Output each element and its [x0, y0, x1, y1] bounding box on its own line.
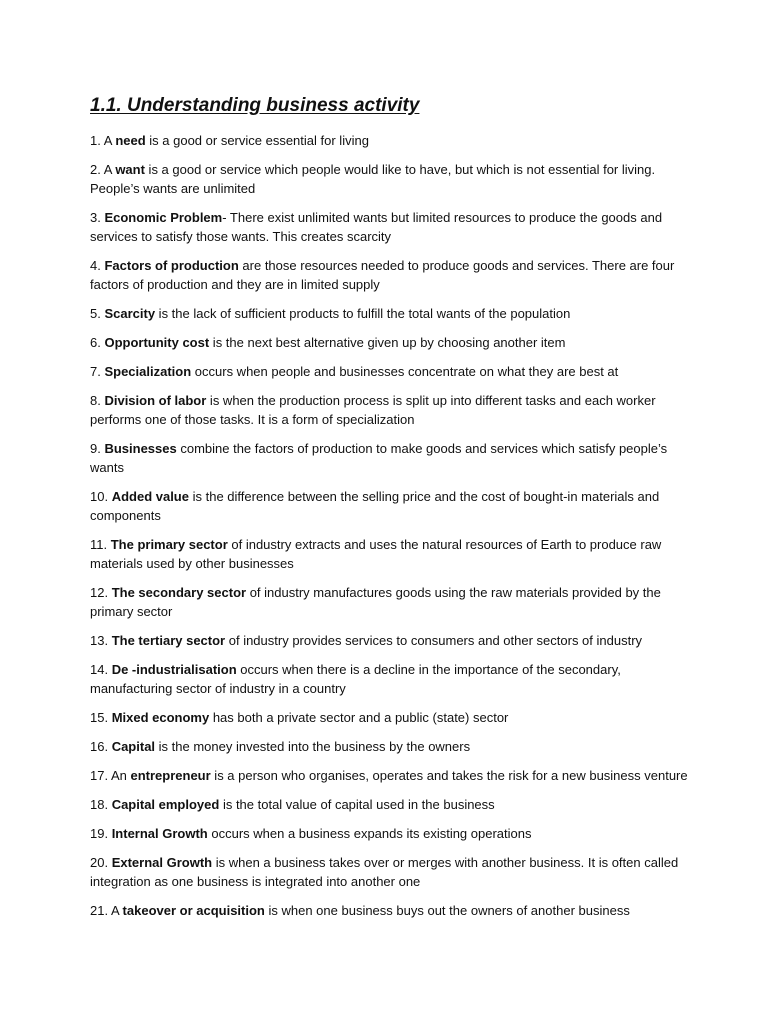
item-prefix: 3. — [90, 210, 105, 225]
definition-item — [90, 333, 688, 352]
item-prefix: 14. — [90, 662, 112, 677]
item-text: is the difference between the selling price and the cost of bought-in materials and components — [90, 489, 660, 523]
item-term: Capital — [111, 739, 156, 754]
definition-item — [90, 708, 688, 727]
item-prefix: 12. — [90, 585, 112, 600]
definition-list — [90, 131, 688, 920]
item-term: Capital employed — [111, 797, 220, 812]
definition-item — [90, 131, 688, 150]
item-text: is a good or service essential for living — [145, 133, 369, 148]
item-term: Division of labor — [104, 393, 207, 408]
item-term: Internal Growth — [111, 826, 208, 841]
definition-item — [90, 853, 688, 891]
item-prefix: 6. — [90, 335, 105, 350]
item-prefix: 21. A — [90, 903, 123, 918]
item-prefix: 7. — [90, 364, 105, 379]
item-prefix: 17. An — [90, 768, 131, 783]
item-term: The primary sector — [110, 537, 228, 552]
item-text: is the lack of sufficient products to fulfill the total wants of the population — [155, 306, 571, 321]
item-prefix: 20. — [90, 855, 112, 870]
item-text: is a good or service which people would like to have, but which is not essential for living. People’s wants are unlimited — [90, 162, 656, 196]
definition-item — [90, 439, 688, 477]
item-text: combine the factors of production to make goods and services which satisfy people’s wants — [90, 441, 668, 475]
item-term: The secondary sector — [111, 585, 247, 600]
definition-item — [90, 362, 688, 381]
item-prefix: 8. — [90, 393, 105, 408]
definition-item — [90, 766, 688, 785]
item-term: Specialization — [104, 364, 192, 379]
definition-item — [90, 901, 688, 920]
definition-item — [90, 737, 688, 756]
item-text: is a person who organises, operates and takes the risk for a new business venture — [210, 768, 688, 783]
item-prefix: 5. — [90, 306, 105, 321]
item-prefix: 2. A — [90, 162, 116, 177]
item-text: of industry extracts and uses the natural resources of Earth to produce raw materials used by other businesses — [90, 537, 662, 571]
page-title: 1.1. Understanding business activity — [90, 95, 420, 116]
item-text: is the total value of capital used in the business — [219, 797, 495, 812]
item-term: Economic Problem — [104, 210, 223, 225]
item-prefix: 16. — [90, 739, 112, 754]
item-text: is when the production process is split up into different tasks and each worker performs one of those tasks. It is a form of specialization — [90, 393, 656, 427]
item-text: are those resources needed to produce goods and services. There are four factors of production and they are in limited supply — [90, 258, 675, 292]
definition-item — [90, 256, 688, 294]
definition-item — [90, 660, 688, 698]
definition-item — [90, 208, 688, 246]
definition-item — [90, 631, 688, 650]
definition-item — [90, 160, 688, 198]
item-prefix: 1. A — [90, 133, 116, 148]
item-prefix: 9. — [90, 441, 105, 456]
item-text: is when one business buys out the owners of another business — [264, 903, 630, 918]
item-term: Opportunity cost — [104, 335, 210, 350]
item-term: External Growth — [111, 855, 213, 870]
definition-item — [90, 304, 688, 323]
definition-item — [90, 583, 688, 621]
item-term: Factors of production — [104, 258, 239, 273]
item-term: Scarcity — [104, 306, 156, 321]
definition-item — [90, 487, 688, 525]
item-term: Added value — [111, 489, 189, 504]
item-prefix: 18. — [90, 797, 112, 812]
definition-item — [90, 795, 688, 814]
definition-item — [90, 824, 688, 843]
item-text: occurs when there is a decline in the importance of the secondary, manufacturing sector of industry in a country — [90, 662, 621, 696]
item-term: need — [115, 133, 146, 148]
item-term: The tertiary sector — [111, 633, 226, 648]
item-text: is the money invested into the business by the owners — [155, 739, 471, 754]
item-term: want — [115, 162, 145, 177]
item-text: is when a business takes over or merges with another business. It is often called integration as one business is integrated into another one — [90, 855, 679, 889]
item-prefix: 11. — [90, 537, 111, 552]
item-term: takeover or acquisition — [122, 903, 265, 918]
definition-item — [90, 535, 688, 573]
item-term: Businesses — [104, 441, 177, 456]
item-text: of industry provides services to consumers and other sectors of industry — [225, 633, 643, 648]
item-term: Mixed economy — [111, 710, 210, 725]
item-text: has both a private sector and a public (state) sector — [209, 710, 509, 725]
item-term: entrepreneur — [130, 768, 211, 783]
item-prefix: 19. — [90, 826, 112, 841]
item-text: of industry manufactures goods using the raw materials provided by the primary sector — [90, 585, 661, 619]
item-text: occurs when a business expands its existing operations — [207, 826, 532, 841]
item-term: De -industrialisation — [111, 662, 237, 677]
item-text: - There exist unlimited wants but limited resources to produce the goods and services to satisfy those wants. This creates scarcity — [90, 210, 663, 244]
definition-item — [90, 391, 688, 429]
item-text: is the next best alternative given up by choosing another item — [209, 335, 566, 350]
item-text: occurs when people and businesses concentrate on what they are best at — [191, 364, 619, 379]
item-prefix: 13. — [90, 633, 112, 648]
item-prefix: 10. — [90, 489, 112, 504]
item-prefix: 4. — [90, 258, 105, 273]
item-prefix: 15. — [90, 710, 112, 725]
